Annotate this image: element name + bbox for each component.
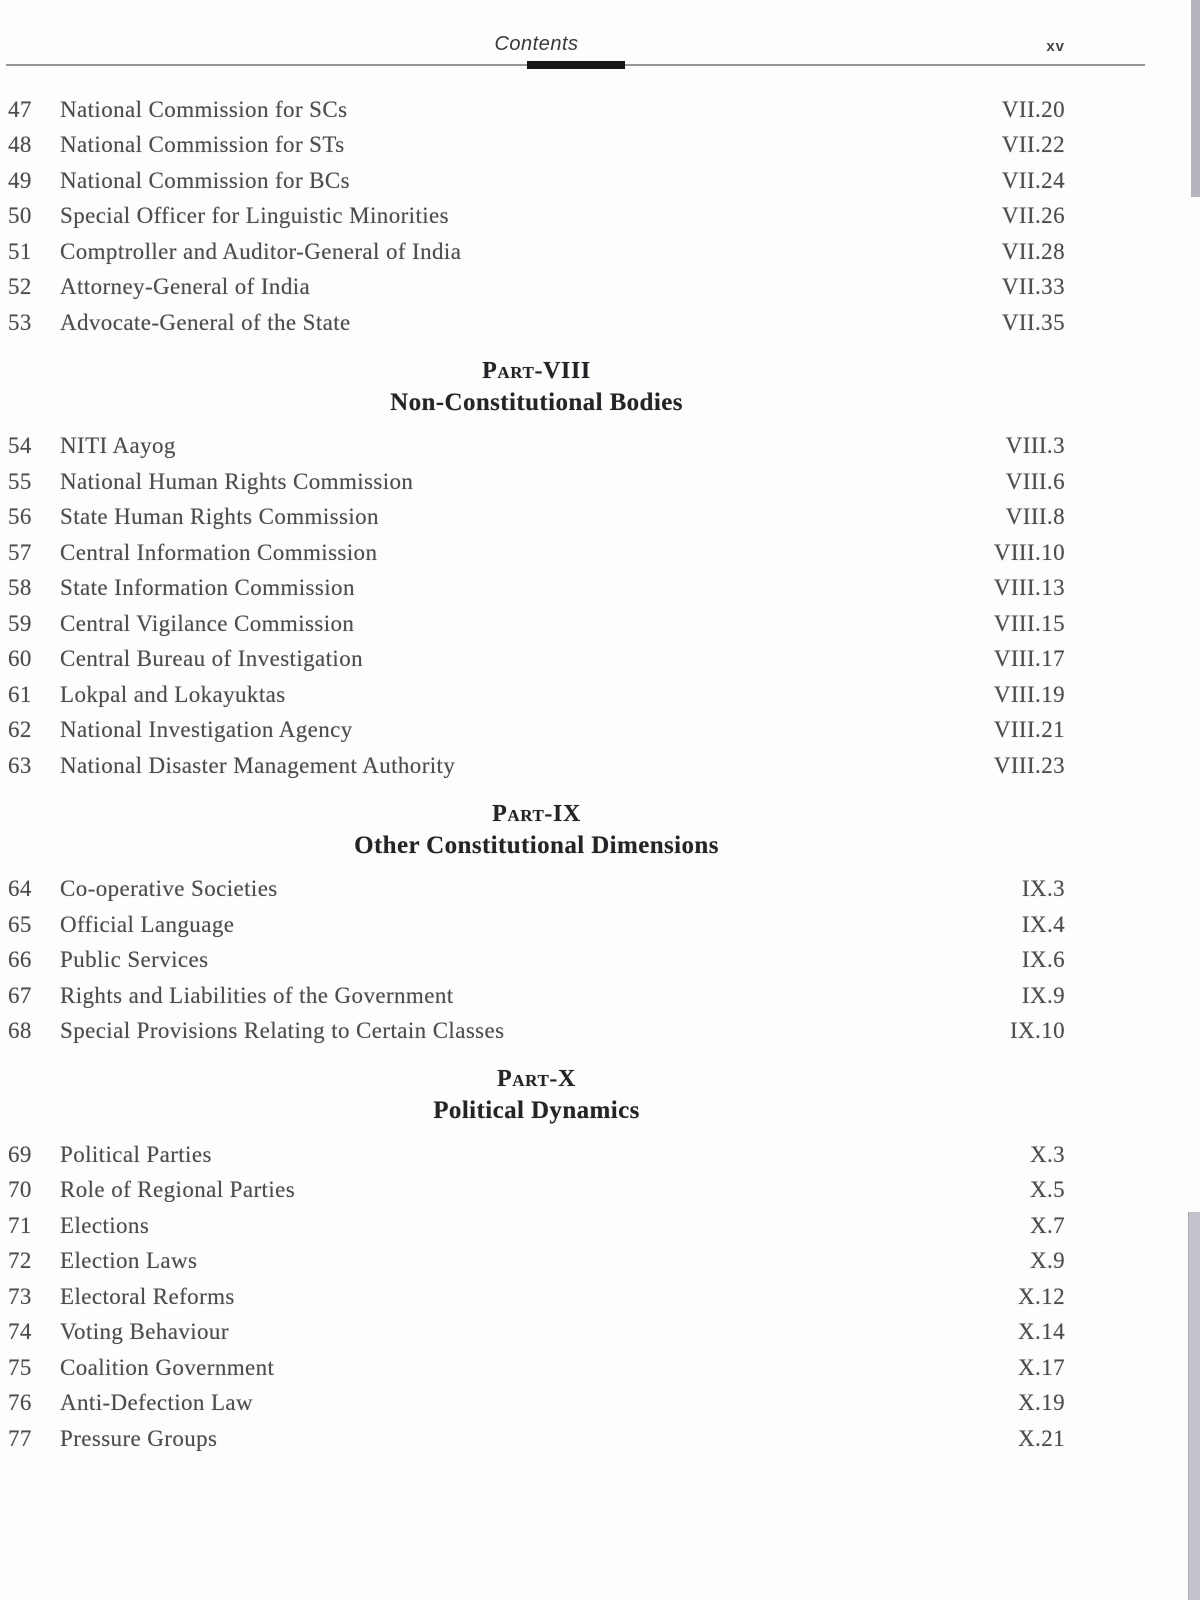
chapter-title: State Human Rights Commission xyxy=(60,504,379,530)
chapter-title: Attorney-General of India xyxy=(60,274,311,300)
chapter-number: 72 xyxy=(8,1248,32,1274)
chapter-title: Political Parties xyxy=(60,1141,212,1167)
chapter-page-ref: IX.3 xyxy=(1021,876,1065,902)
chapter-title: Central Information Commission xyxy=(60,539,378,565)
page-edge-strip-top xyxy=(1191,0,1200,197)
chapter-number: 59 xyxy=(8,610,32,636)
toc-row xyxy=(8,163,1065,199)
toc-row xyxy=(8,1279,1065,1315)
chapter-title: Coalition Government xyxy=(60,1354,275,1380)
toc-rows xyxy=(8,872,1065,1050)
toc-rows xyxy=(8,429,1065,784)
chapter-title: State Information Commission xyxy=(60,575,355,601)
chapter-page-ref: VIII.10 xyxy=(993,539,1065,565)
chapter-number: 53 xyxy=(8,309,32,335)
chapter-number: 73 xyxy=(8,1283,32,1309)
part-heading xyxy=(8,1063,1065,1127)
chapter-title: NITI Aayog xyxy=(60,433,176,459)
chapter-page-ref: X.17 xyxy=(1018,1354,1065,1380)
chapter-number: 54 xyxy=(8,433,32,459)
chapter-title: Special Provisions Relating to Certain Classes xyxy=(60,1018,505,1044)
chapter-number: 77 xyxy=(8,1425,32,1451)
chapter-number: 47 xyxy=(8,96,32,122)
toc-row xyxy=(8,642,1065,678)
toc-row xyxy=(8,1350,1065,1386)
chapter-page-ref: VII.26 xyxy=(1001,203,1065,229)
chapter-title: Special Officer for Linguistic Minorities xyxy=(60,203,449,229)
chapter-title: Voting Behaviour xyxy=(60,1319,229,1345)
toc-row xyxy=(8,128,1065,164)
chapter-page-ref: VIII.21 xyxy=(993,717,1065,743)
chapter-title: National Disaster Management Authority xyxy=(60,752,456,778)
chapter-title: Role of Regional Parties xyxy=(60,1177,296,1203)
toc-row xyxy=(8,305,1065,341)
part-title: Part-VIII xyxy=(482,357,591,384)
chapter-page-ref: IX.10 xyxy=(1009,1018,1065,1044)
toc-rows xyxy=(8,92,1065,341)
chapter-number: 48 xyxy=(8,132,32,158)
toc-row xyxy=(8,1173,1065,1209)
chapter-title: Advocate-General of the State xyxy=(60,309,351,335)
chapter-page-ref: VIII.6 xyxy=(1005,468,1065,494)
chapter-number: 57 xyxy=(8,539,32,565)
chapter-page-ref: VIII.8 xyxy=(1005,504,1065,530)
chapter-title: Election Laws xyxy=(60,1248,198,1274)
chapter-page-ref: X.12 xyxy=(1018,1283,1065,1309)
chapter-title: Public Services xyxy=(60,947,209,973)
toc-row xyxy=(8,978,1065,1014)
chapter-number: 60 xyxy=(8,646,32,672)
toc-section xyxy=(8,92,1065,341)
chapter-page-ref: X.9 xyxy=(1029,1248,1065,1274)
toc-row xyxy=(8,429,1065,465)
chapter-page-ref: VIII.23 xyxy=(993,752,1065,778)
toc-row xyxy=(8,1421,1065,1457)
chapter-title: Rights and Liabilities of the Government xyxy=(60,982,454,1008)
chapter-number: 52 xyxy=(8,274,32,300)
chapter-page-ref: VII.20 xyxy=(1001,96,1065,122)
chapter-title: Elections xyxy=(60,1212,150,1238)
chapter-number: 62 xyxy=(8,717,32,743)
part-heading xyxy=(8,355,1065,419)
chapter-page-ref: X.21 xyxy=(1018,1425,1065,1451)
chapter-page-ref: VII.28 xyxy=(1001,238,1065,264)
part-subtitle: Other Constitutional Dimensions xyxy=(354,831,719,859)
part-heading xyxy=(8,798,1065,862)
header-rule xyxy=(6,64,1145,66)
chapter-title: National Commission for BCs xyxy=(60,167,351,193)
toc-section xyxy=(8,798,1065,1050)
toc-row xyxy=(8,1386,1065,1422)
chapter-page-ref: VII.35 xyxy=(1001,309,1065,335)
toc-section xyxy=(8,355,1065,784)
chapter-title: Official Language xyxy=(60,911,235,937)
toc-row xyxy=(8,943,1065,979)
toc-row xyxy=(8,748,1065,784)
chapter-title: National Human Rights Commission xyxy=(60,468,414,494)
toc-rows xyxy=(8,1137,1065,1457)
part-title: Part-IX xyxy=(492,800,581,827)
header-rule-accent xyxy=(527,61,625,69)
toc-row xyxy=(8,1315,1065,1351)
toc-row xyxy=(8,1014,1065,1050)
chapter-number: 61 xyxy=(8,681,32,707)
chapter-page-ref: VIII.15 xyxy=(993,610,1065,636)
chapter-title: Lokpal and Lokayuktas xyxy=(60,681,286,707)
chapter-number: 51 xyxy=(8,238,32,264)
part-subtitle: Non-Constitutional Bodies xyxy=(390,388,683,416)
page-edge-strip-bottom xyxy=(1188,1212,1200,1600)
toc-row xyxy=(8,270,1065,306)
chapter-number: 65 xyxy=(8,911,32,937)
chapter-number: 68 xyxy=(8,1018,32,1044)
part-title: Part-X xyxy=(497,1066,576,1092)
chapter-number: 50 xyxy=(8,203,32,229)
chapter-page-ref: VII.22 xyxy=(1001,132,1065,158)
toc-row xyxy=(8,713,1065,749)
chapter-title: National Commission for STs xyxy=(60,132,345,158)
chapter-number: 56 xyxy=(8,504,32,530)
chapter-page-ref: X.3 xyxy=(1029,1141,1065,1167)
chapter-number: 63 xyxy=(8,752,32,778)
page-header xyxy=(8,0,1065,68)
toc-row xyxy=(8,535,1065,571)
chapter-number: 49 xyxy=(8,167,32,193)
toc-section xyxy=(8,1063,1065,1457)
part-subtitle: Political Dynamics xyxy=(433,1097,640,1124)
chapter-page-ref: VII.24 xyxy=(1001,167,1065,193)
chapter-page-ref: VIII.19 xyxy=(993,681,1065,707)
chapter-title: Comptroller and Auditor-General of India xyxy=(60,238,462,264)
chapter-title: National Investigation Agency xyxy=(60,717,353,743)
toc-row xyxy=(8,571,1065,607)
chapter-page-ref: X.7 xyxy=(1029,1212,1065,1238)
chapter-title: Central Vigilance Commission xyxy=(60,610,355,636)
toc-row xyxy=(8,199,1065,235)
chapter-page-ref: IX.9 xyxy=(1021,982,1065,1008)
chapter-number: 55 xyxy=(8,468,32,494)
contents-heading: Contents xyxy=(494,33,579,55)
toc-row xyxy=(8,606,1065,642)
chapter-page-ref: IX.4 xyxy=(1021,911,1065,937)
chapter-page-ref: IX.6 xyxy=(1021,947,1065,973)
chapter-number: 64 xyxy=(8,876,32,902)
toc-row xyxy=(8,1137,1065,1173)
chapter-title: National Commission for SCs xyxy=(60,96,348,122)
chapter-page-ref: VIII.3 xyxy=(1005,433,1065,459)
chapter-page-ref: X.19 xyxy=(1018,1390,1065,1416)
table-of-contents xyxy=(8,92,1065,1457)
chapter-title: Anti-Defection Law xyxy=(60,1390,254,1416)
toc-row xyxy=(8,907,1065,943)
chapter-number: 67 xyxy=(8,982,32,1008)
chapter-page-ref: VII.33 xyxy=(1001,274,1065,300)
toc-row xyxy=(8,872,1065,908)
toc-row xyxy=(8,500,1065,536)
chapter-page-ref: X.14 xyxy=(1018,1319,1065,1345)
chapter-number: 66 xyxy=(8,947,32,973)
chapter-page-ref: VIII.13 xyxy=(993,575,1065,601)
chapter-number: 70 xyxy=(8,1177,32,1203)
chapter-number: 58 xyxy=(8,575,32,601)
toc-row xyxy=(8,234,1065,270)
toc-row xyxy=(8,677,1065,713)
chapter-number: 76 xyxy=(8,1390,32,1416)
chapter-number: 74 xyxy=(8,1319,32,1345)
chapter-title: Co-operative Societies xyxy=(60,876,278,902)
toc-row xyxy=(8,1208,1065,1244)
chapter-page-ref: VIII.17 xyxy=(993,646,1065,672)
toc-row xyxy=(8,92,1065,128)
chapter-number: 75 xyxy=(8,1354,32,1380)
toc-row xyxy=(8,1244,1065,1280)
chapter-number: 69 xyxy=(8,1141,32,1167)
chapter-title: Central Bureau of Investigation xyxy=(60,646,364,672)
chapter-title: Electoral Reforms xyxy=(60,1283,235,1309)
page-number: xv xyxy=(1046,38,1065,55)
toc-row xyxy=(8,464,1065,500)
chapter-number: 71 xyxy=(8,1212,32,1238)
chapter-title: Pressure Groups xyxy=(60,1425,218,1451)
chapter-page-ref: X.5 xyxy=(1029,1177,1065,1203)
